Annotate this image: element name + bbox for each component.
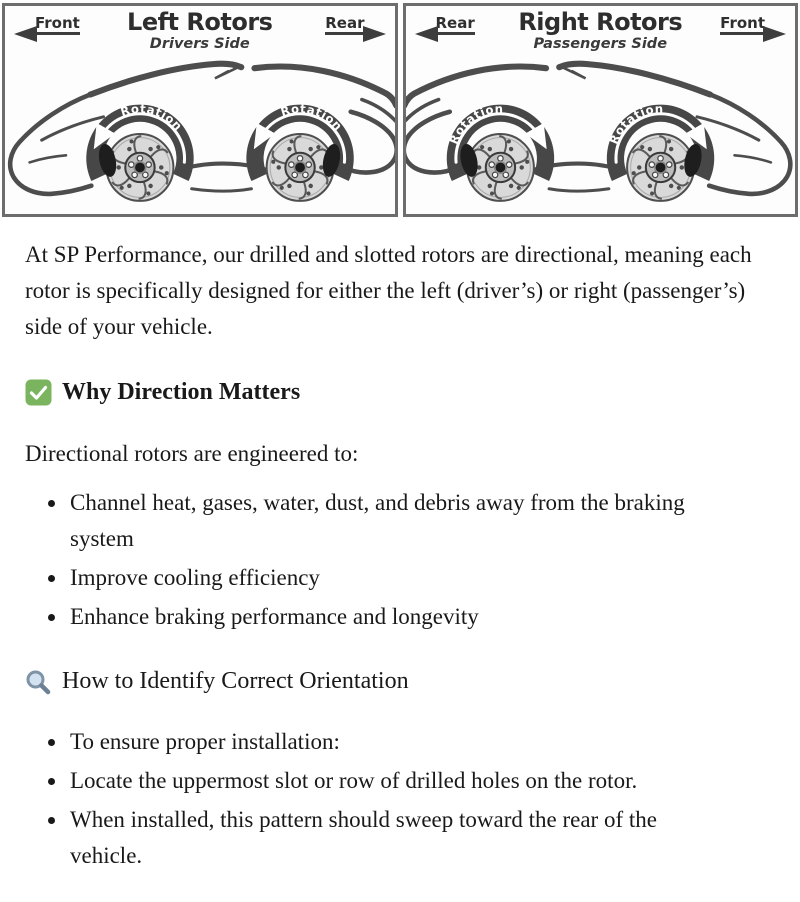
check-mark-icon	[25, 379, 52, 406]
left-rotors-panel	[2, 3, 398, 217]
heading-text: How to Identify Correct Orientation	[62, 668, 409, 695]
intro-paragraph: At SP Performance, our drilled and slotted rotors are directional, meaning each rotor is specifically designed for either the left (driver’s) or right (passenger’s) side of your vehicle.	[25, 242, 752, 339]
left-panel-header	[5, 6, 395, 54]
car-illustration-right	[406, 54, 796, 208]
section-heading-why-direction-matters	[25, 374, 775, 411]
list-item: • When installed, this pattern should sweep toward the rear of the vehicle.	[68, 802, 693, 874]
panel-subtitle: Drivers Side	[149, 36, 250, 53]
panel-title: Right Rotors	[518, 8, 683, 36]
benefits-list	[25, 485, 693, 635]
list-item: • Enhance braking performance and longevity	[68, 599, 693, 635]
list-item: • To ensure proper installation:	[68, 724, 693, 760]
rotor-direction-diagram	[0, 0, 800, 217]
direction-label: Rear	[325, 16, 364, 35]
section-heading-identify-orientation	[25, 663, 775, 700]
rotation-label: Rotation	[278, 101, 346, 134]
direction-label: Front	[720, 16, 765, 35]
direction-label: Rear	[436, 16, 475, 35]
direction-label: Front	[35, 16, 80, 35]
lead-paragraph: Directional rotors are engineered to:	[25, 441, 359, 467]
magnifier-icon	[25, 669, 52, 696]
list-item: • Improve cooling efficiency	[68, 560, 693, 596]
installation-list	[25, 724, 693, 874]
heading-text: Why Direction Matters	[62, 378, 301, 405]
rotation-label: Rotation	[118, 101, 186, 134]
arrow-right-icon	[363, 26, 386, 42]
list-item: • Channel heat, gases, water, dust, and debris away from the braking system	[68, 485, 693, 557]
right-panel-header	[406, 6, 796, 54]
list-item: • Locate the uppermost slot or row of drilled holes on the rotor.	[68, 763, 693, 799]
car-illustration-left	[5, 54, 395, 208]
article-body	[0, 217, 800, 902]
front-direction-indicator	[720, 16, 786, 35]
rear-direction-indicator	[325, 16, 385, 35]
arrow-right-icon	[763, 26, 786, 42]
panel-subtitle: Passengers Side	[533, 36, 668, 53]
rotation-label: Rotation	[605, 101, 664, 147]
right-rotors-panel	[403, 3, 799, 217]
rotation-label: Rotation	[445, 101, 504, 147]
panel-title: Left Rotors	[127, 8, 273, 36]
